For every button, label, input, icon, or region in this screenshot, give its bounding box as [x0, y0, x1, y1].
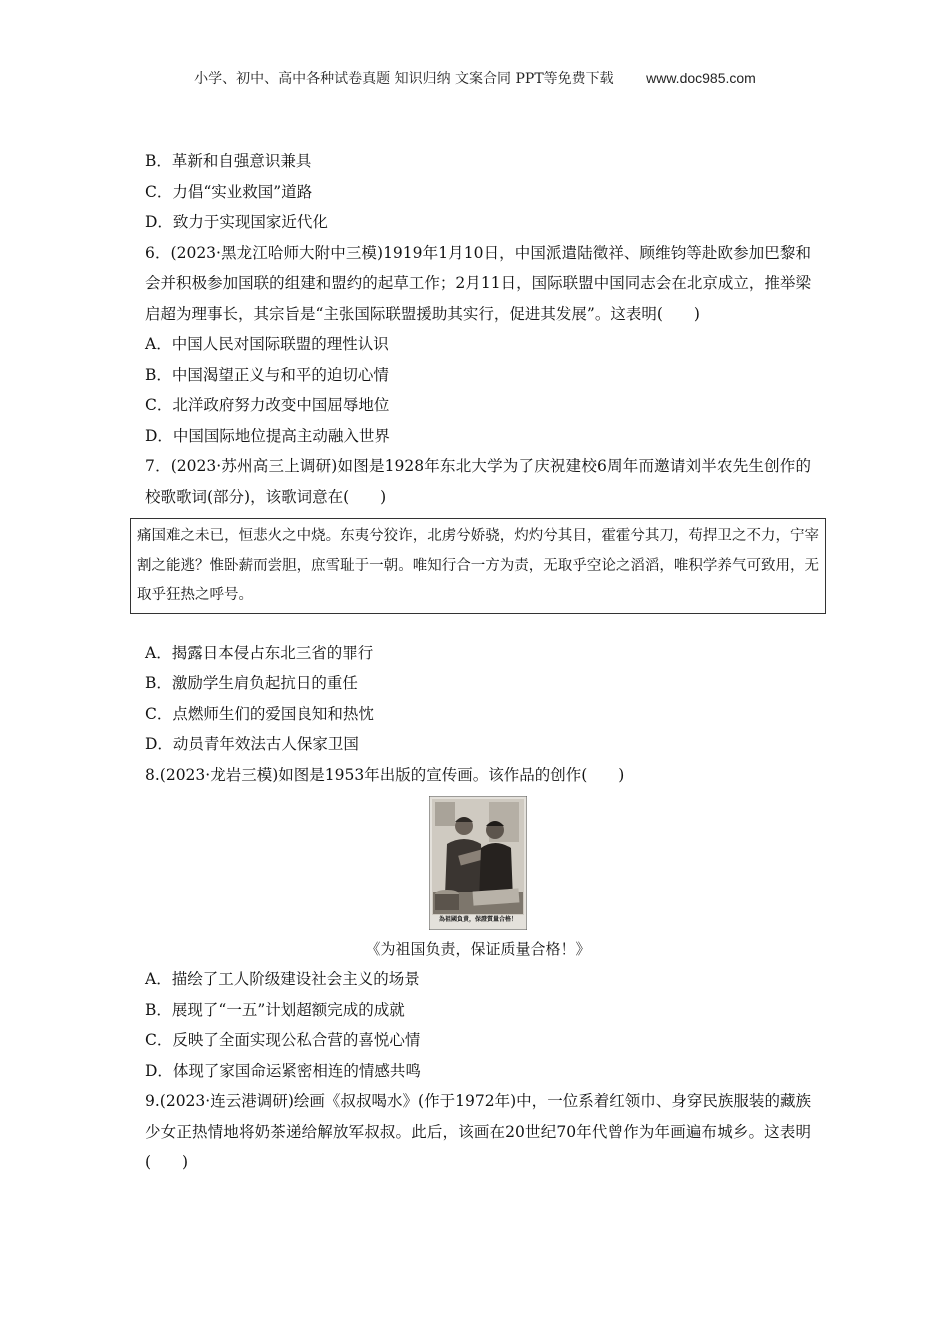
poster-title-text: 為祖國負責，保證質量合格！ [438, 916, 517, 923]
q6-option-a: A．中国人民对国际联盟的理性认识 [145, 335, 389, 353]
q7-stem: 7．(2023·苏州高三上调研)如图是1928年东北大学为了庆祝建校6周年而邀请刘半农先生创作的校歌歌词(部分)，该歌词意在( ) [145, 457, 811, 506]
q8-option-c: C．反映了全面实现公私合营的喜悦心情 [145, 1031, 421, 1049]
q6-option-b: B．中国渴望正义与和平的迫切心情 [145, 365, 389, 384]
header-text: 小学、初中、高中各种试卷真题 知识归纳 文案合同 PPT等免费下载 [194, 71, 614, 87]
q8-option-a: A．描绘了工人阶级建设社会主义的场景 [145, 970, 420, 988]
q5-option-b: B．革新和自强意识兼具 [145, 152, 312, 170]
q5-option-c: C．力倡“实业救国”道路 [145, 182, 313, 201]
q7-option-d: D．动员青年效法古人保家卫国 [145, 735, 359, 753]
q7-lyrics-box: 痛国难之未已，恒悲火之中烧。东夷兮狡诈，北虏兮娇骁，灼灼兮其目，霍霍兮其刀，苟捍卫之不力，宁宰割之能逃？惟卧薪而尝胆，庶雪耻于一朝。唯知行合一方为责，无取乎空论之滔滔，唯积学养气可致用，无取乎狂热之呼号。 [130, 518, 826, 614]
page-header [0, 68, 950, 88]
q8-option-d: D．体现了家国命运紧密相连的情感共鸣 [145, 1061, 421, 1080]
q9-stem: 9.(2023·连云港调研)绘画《叔叔喝水》(作于1972年)中，一位系着红领巾、身穿民族服装的藏族少女正热情地将奶茶递给解放军叔叔。此后，该画在20世纪70年代曾作为年画遍布城乡。这表明( ) [145, 1092, 811, 1171]
q6-option-d: D．中国国际地位提高主动融入世界 [145, 426, 390, 445]
q7-option-a: A．揭露日本侵占东北三省的罪行 [145, 643, 374, 662]
propaganda-poster-image [429, 796, 527, 930]
q5-option-d: D．致力于实现国家近代化 [145, 213, 328, 231]
q8-stem: 8.(2023·龙岩三模)如图是1953年出版的宣传画。该作品的创作( ) [145, 765, 625, 784]
q7-option-c: C．点燃师生们的爱国良知和热忱 [145, 704, 374, 723]
q6-stem: 6．(2023·黑龙江哈师大附中三模)1919年1月10日，中国派遣陆徵祥、顾维钧等赴欧参加巴黎和会并积极参加国联的组建和盟约的起草工作；2月11日，国际联盟中国同志会在北京成立，推举梁启超为理事长，其宗旨是“主张国际联盟援助其实行，促进其发展”。这表明( ) [145, 243, 811, 323]
header-site: www.doc985.com [646, 70, 756, 86]
question-content [137, 146, 819, 1178]
q8-option-b: B．展现了“一五”计划超额完成的成就 [145, 1000, 405, 1019]
q8-figure [145, 796, 811, 930]
q7-option-b: B．激励学生肩负起抗日的重任 [145, 674, 358, 692]
q8-caption: 《为祖国负责，保证质量合格！》 [365, 940, 591, 958]
q6-option-c: C．北洋政府努力改变中国屈辱地位 [145, 396, 390, 414]
